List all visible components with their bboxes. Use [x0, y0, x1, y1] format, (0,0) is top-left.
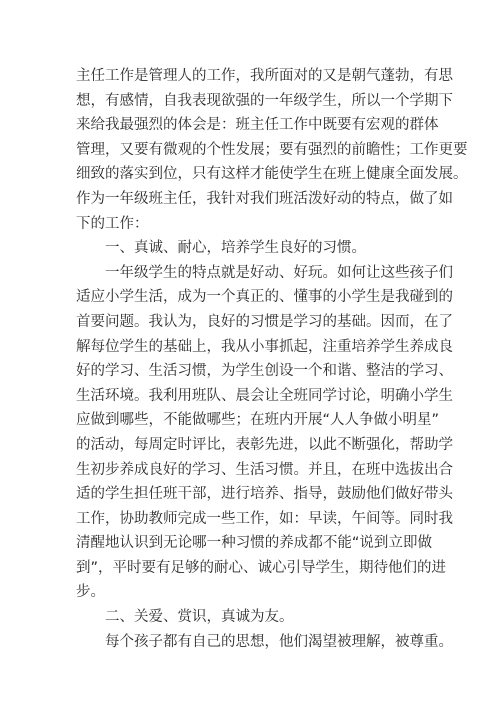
text-line: 管理，又要有微观的个性发展；要有强烈的前瞻性；工作更要: [76, 141, 468, 158]
text-line: 主任工作是管理人的工作，我所面对的又是朝气蓬勃，有思: [76, 68, 453, 84]
text-line: 好的学习、生活习惯，为学生创设一个和谐、整洁的学习、: [76, 363, 453, 380]
text-line: 清醒地认识到无论哪一种习惯的养成都不能“说到立即做: [76, 535, 432, 552]
text-line: 解每位学生的基础上，我从小事抓起，注重培养学生养成良: [76, 338, 453, 355]
text-line: 工作，协助教师完成一些工作，如：早读，午间等。同时我: [76, 510, 453, 527]
paragraph-intro: [76, 64, 468, 236]
section-heading-2: 二、关爱、赏识，真诚为友。: [105, 609, 294, 626]
text-line: 细致的落实到位，只有这样才能使学生在班上健康全面发展。: [76, 166, 468, 183]
paragraph-habits: [76, 261, 453, 605]
text-line: 应做到哪些，不能做哪些；在班内开展“人人争做小明星”: [76, 412, 440, 429]
section-heading-1: 一、真诚、耐心，培养学生良好的习惯。: [105, 240, 366, 257]
paragraph-respect-first-line: 每个孩子都有自己的思想，他们渴望被理解，被尊重。: [105, 633, 453, 650]
text-line: 适的学生担任班干部，进行培养、指导，鼓励他们做好带头: [76, 486, 453, 503]
text-line: 想，有感情，自我表现欲强的一年级学生，所以一个学期下: [76, 92, 453, 109]
text-line: 下的工作：: [76, 215, 149, 232]
text-line: 生活环境。我利用班队、晨会让全班同学讨论，明确小学生: [76, 387, 453, 404]
text-line: 首要问题。我认为，良好的习惯是学习的基础。因而，在了: [76, 313, 453, 330]
text-line: 来给我最强烈的体会是：班主任工作中既要有宏观的群体: [76, 117, 439, 134]
text-line: 一年级学生的特点就是好动、好玩。如何让这些孩子们: [105, 264, 453, 281]
text-line: 到”，平时要有足够的耐心、诚心引导学生，期待他们的进: [76, 559, 447, 576]
text-line: 生初步养成良好的学习、生活习惯。并且，在班中选拔出合: [76, 461, 453, 478]
text-line: 的活动，每周定时评比，表彰先进，以此不断强化，帮助学: [76, 436, 453, 453]
text-line: 步。: [76, 584, 105, 601]
document-page: [76, 64, 468, 654]
text-line: 适应小学生活，成为一个真正的、懂事的小学生是我碰到的: [76, 289, 453, 306]
text-line: 作为一年级班主任，我针对我们班活泼好动的特点，做了如: [76, 190, 453, 207]
